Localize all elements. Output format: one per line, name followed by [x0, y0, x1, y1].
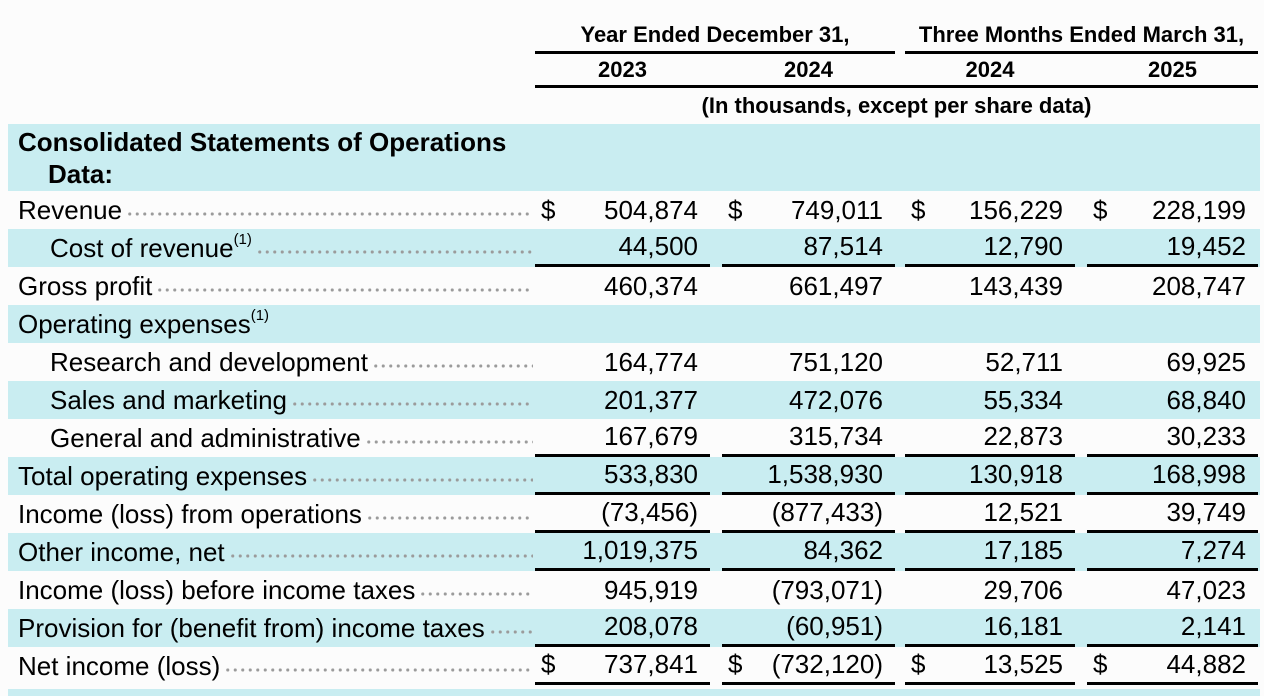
dollar-sign — [1087, 495, 1117, 533]
cell-value: 156,229 — [969, 194, 1063, 225]
dollar-sign — [722, 267, 752, 305]
dollar-sign — [535, 609, 565, 647]
three-months-group-header: Three Months Ended March 31, — [905, 22, 1258, 54]
row-operating-expenses: Operating expenses (1) — [8, 305, 1260, 343]
row-label: Revenue — [18, 194, 123, 225]
row-label: Income (loss) before income taxes — [18, 574, 416, 605]
dollar-sign: $ — [541, 194, 556, 225]
leader-dots — [366, 495, 533, 533]
cell-value: 737,841 — [565, 647, 710, 685]
dollar-sign: $ — [728, 194, 743, 225]
dollar-sign — [535, 267, 565, 305]
dollar-sign — [1087, 343, 1117, 381]
cell-value: 29,706 — [983, 574, 1063, 605]
dollar-sign — [905, 457, 935, 495]
cell-value: 87,514 — [752, 229, 895, 267]
cell-value: 208,078 — [565, 609, 710, 647]
cell-value: (732,120) — [752, 647, 895, 685]
dollar-sign — [535, 495, 565, 533]
cell-value: 661,497 — [789, 270, 883, 301]
row-income-loss-from-operations — [8, 495, 1260, 533]
dollar-sign — [535, 571, 565, 609]
dollar-sign — [535, 229, 565, 267]
section-title-line1: Consolidated Statements of Operations — [18, 127, 507, 157]
row-total-operating-expenses — [8, 457, 1260, 495]
cell-value: 13,525 — [935, 647, 1075, 685]
row-label: Total operating expenses — [18, 460, 308, 491]
dollar-sign — [722, 229, 752, 267]
row-research-and-development — [8, 343, 1260, 381]
year-column-2024-q1: 2024 — [965, 56, 1015, 82]
cell-value: 17,185 — [935, 533, 1075, 571]
section-header — [8, 124, 1260, 191]
row-provision-for-income-taxes — [8, 609, 1260, 647]
period-group-header-row — [8, 22, 1260, 52]
cell-value: 164,774 — [604, 346, 698, 377]
dollar-sign — [1087, 533, 1117, 571]
leader-dots — [156, 267, 533, 305]
cell-value: 84,362 — [752, 533, 895, 571]
row-label: General and administrative — [50, 422, 361, 453]
cell-value: 208,747 — [1152, 270, 1246, 301]
cell-value: 504,874 — [604, 194, 698, 225]
dollar-sign — [905, 343, 935, 381]
row-label: Net income (loss) — [18, 650, 221, 681]
cell-value: (877,433) — [752, 495, 895, 533]
row-label: Other income, net — [18, 536, 225, 567]
dollar-sign — [535, 533, 565, 571]
cell-value: 460,374 — [604, 270, 698, 301]
dollar-sign — [722, 609, 752, 647]
dollar-sign: $ — [1093, 194, 1108, 225]
dollar-sign — [905, 533, 935, 571]
leader-dots — [256, 229, 533, 267]
dollar-sign — [905, 571, 935, 609]
leader-dots — [224, 647, 533, 685]
dollar-sign: $ — [722, 647, 752, 685]
row-general-and-administrative — [8, 419, 1260, 457]
cell-value: 201,377 — [604, 384, 698, 415]
year-ended-group-header: Year Ended December 31, — [535, 22, 895, 54]
cell-value: 533,830 — [565, 457, 710, 495]
dollar-sign — [1087, 419, 1117, 457]
cell-value: 44,500 — [565, 229, 710, 267]
cell-value: 751,120 — [789, 346, 883, 377]
dollar-sign — [905, 229, 935, 267]
cell-value: 2,141 — [1117, 609, 1258, 647]
cell-value: 19,452 — [1117, 229, 1258, 267]
cell-value: 30,233 — [1117, 419, 1258, 457]
dollar-sign — [1087, 457, 1117, 495]
row-income-loss-before-income-taxes — [8, 571, 1260, 609]
section-title-line2: Data: — [48, 159, 114, 189]
dollar-sign: $ — [905, 647, 935, 685]
cell-value: 945,919 — [604, 574, 698, 605]
header-spacer — [8, 22, 535, 54]
leader-dots — [229, 533, 533, 571]
cell-value: 47,023 — [1166, 574, 1246, 605]
cell-value: (60,951) — [752, 609, 895, 647]
dollar-sign — [722, 457, 752, 495]
row-sales-and-marketing — [8, 381, 1260, 419]
year-columns-row — [8, 52, 1260, 88]
cell-value: 44,882 — [1117, 647, 1258, 685]
dollar-sign — [1087, 571, 1117, 609]
year-column-2025-q1: 2025 — [1148, 56, 1197, 82]
cell-value: 55,334 — [983, 384, 1063, 415]
cell-value: 52,711 — [985, 346, 1063, 377]
cell-value: 16,181 — [935, 609, 1075, 647]
dollar-sign — [905, 609, 935, 647]
dollar-sign — [1087, 381, 1117, 419]
cell-value: (793,071) — [771, 574, 883, 605]
row-label: Research and development — [50, 346, 368, 377]
cell-value: 143,439 — [969, 270, 1063, 301]
row-label: Gross profit — [18, 270, 153, 301]
cell-value: 68,840 — [1166, 384, 1246, 415]
leader-dots — [311, 457, 533, 495]
row-gross-profit — [8, 267, 1260, 305]
dollar-sign — [1087, 609, 1117, 647]
row-label: Provision for (benefit from) income taxes — [18, 612, 485, 643]
leader-dots — [126, 191, 533, 229]
dollar-sign: $ — [535, 647, 565, 685]
cell-value: 7,274 — [1117, 533, 1258, 571]
dollar-sign — [722, 495, 752, 533]
row-label: Cost of revenue — [50, 232, 234, 263]
leader-dots — [372, 343, 533, 381]
dollar-sign — [535, 381, 565, 419]
year-columns — [535, 52, 1258, 88]
dollar-sign — [905, 267, 935, 305]
dollar-sign — [535, 343, 565, 381]
cell-value: 315,734 — [752, 419, 895, 457]
dollar-sign: $ — [911, 194, 926, 225]
header-spacer — [8, 52, 535, 88]
row-other-income-net — [8, 533, 1260, 571]
row-label: Operating expenses — [18, 308, 251, 339]
dollar-sign — [722, 419, 752, 457]
leader-dots — [365, 419, 533, 457]
dollar-sign — [722, 571, 752, 609]
cell-value: 1,538,930 — [752, 457, 895, 495]
dollar-sign — [905, 419, 935, 457]
next-row-partial-band — [8, 689, 1260, 696]
cell-value: 39,749 — [1117, 495, 1258, 533]
cell-value: 167,679 — [565, 419, 710, 457]
year-column-2023: 2023 — [598, 56, 647, 82]
dollar-sign — [722, 343, 752, 381]
cell-value: 22,873 — [935, 419, 1075, 457]
row-label: Income (loss) from operations — [18, 498, 362, 529]
header-spacer — [8, 88, 535, 120]
dollar-sign: $ — [1087, 647, 1117, 685]
dollar-sign — [905, 495, 935, 533]
dollar-sign — [722, 533, 752, 571]
dollar-sign — [1087, 229, 1117, 267]
leader-dots — [291, 381, 533, 419]
year-column-2024-annual: 2024 — [784, 56, 833, 82]
dollar-sign — [535, 457, 565, 495]
cell-value: 12,790 — [935, 229, 1075, 267]
units-note: (In thousands, except per share data) — [701, 92, 1092, 118]
dollar-sign — [1087, 267, 1117, 305]
cell-value: 1,019,375 — [565, 533, 710, 571]
dollar-sign — [905, 381, 935, 419]
row-label: Sales and marketing — [50, 384, 288, 415]
group-gap — [895, 22, 905, 54]
cell-value: 749,011 — [790, 194, 883, 225]
units-note-row — [8, 88, 1260, 120]
cell-value: 228,199 — [1152, 194, 1246, 225]
cell-value: 12,521 — [935, 495, 1075, 533]
row-revenue — [8, 191, 1260, 229]
row-net-income-loss — [8, 647, 1260, 685]
cell-value: 69,925 — [1166, 346, 1246, 377]
cell-value: 168,998 — [1117, 457, 1258, 495]
leader-dots — [489, 609, 533, 647]
cell-value: 472,076 — [789, 384, 883, 415]
cell-value: 130,918 — [935, 457, 1075, 495]
cell-value: (73,456) — [565, 495, 710, 533]
dollar-sign — [722, 381, 752, 419]
leader-dots — [419, 571, 533, 609]
row-cost-of-revenue: Cost of revenue (1) 44,500 87,514 12,790 19,452 — [8, 229, 1260, 267]
dollar-sign — [535, 419, 565, 457]
